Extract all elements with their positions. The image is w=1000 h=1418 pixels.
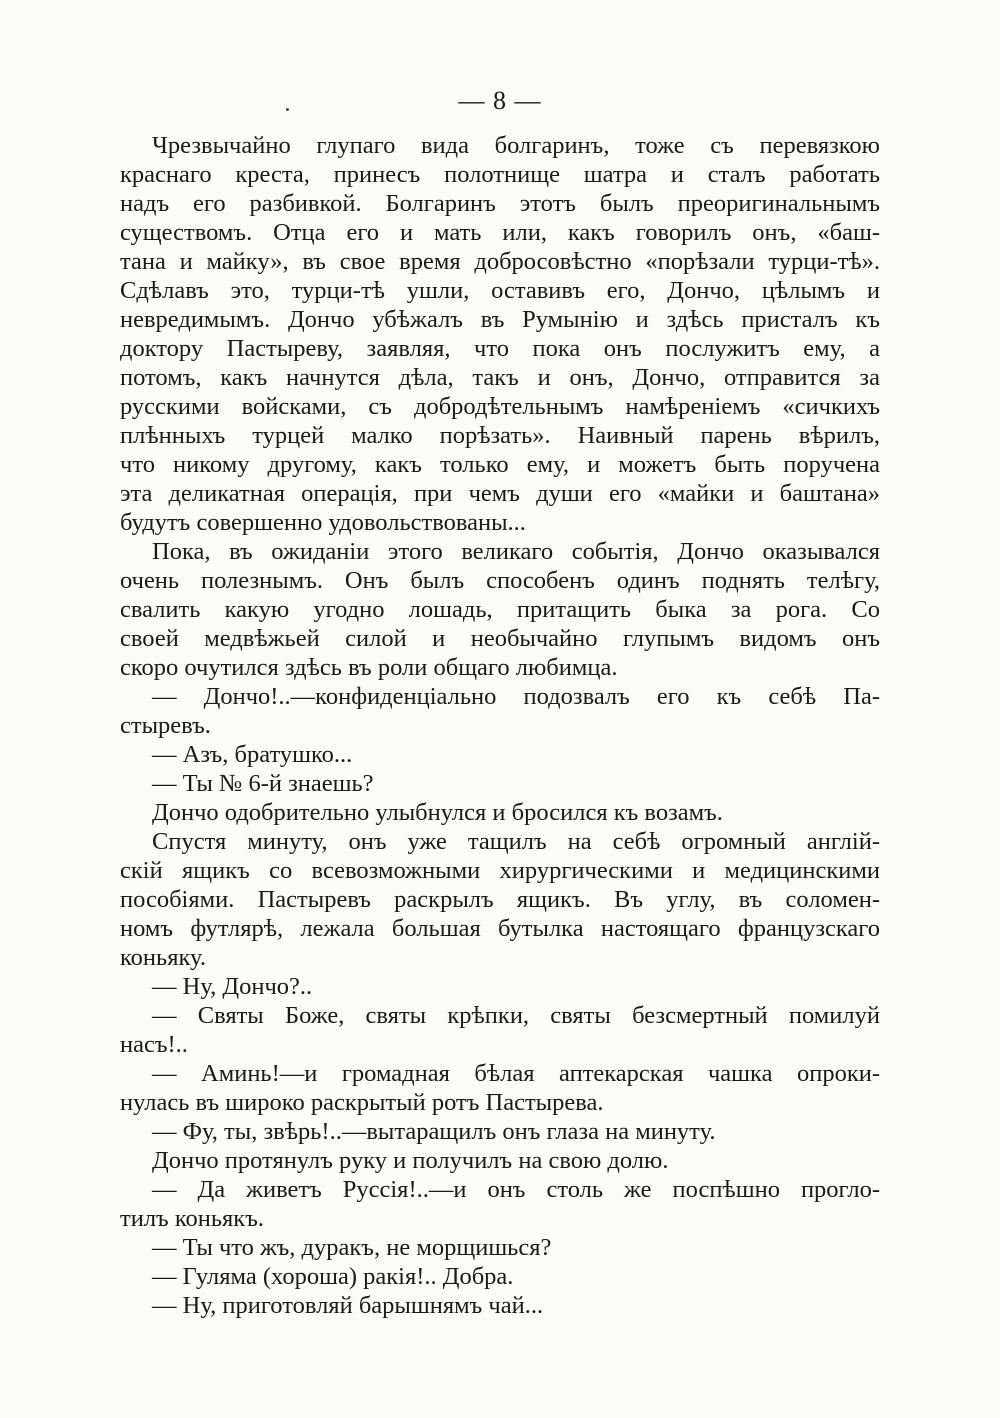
text-line: — Ну, приготовляй барышнямъ чай... [152,1292,544,1319]
text-line: — Ты что жъ, дуракъ, не морщишься? [152,1234,552,1261]
text-line: нулась въ широко раскрытый ротъ Пастырева. [120,1089,604,1116]
text-line: потомъ, какъ начнутся дѣла, такъ и онъ, Дончо, отправится за [120,364,880,391]
text-line: номъ футлярѣ, лежала большая бутылка настоящаго французскаго [120,915,880,942]
text-line: — Святы Боже, святы крѣпки, святы безсмертный помилуй [152,1002,880,1029]
text-line: краснаго креста, принесъ полотнище шатра и сталъ работать [120,161,880,188]
text-line: — Ну, Дончо?.. [152,973,313,1000]
text-line: надъ его разбивкой. Болгаринъ этотъ былъ преоригинальнымъ [120,190,880,217]
text-line: невредимымъ. Дончо убѣжалъ въ Румынію и здѣсь присталъ къ [120,306,880,333]
text-line: — Гуляма (хороша) ракія!.. Добра. [152,1263,514,1290]
text-line: тана и майку», въ свое время добросовѣстно «порѣзали турци-тѣ». [120,248,880,275]
page-number: — 8 — [458,86,542,115]
text-line: русскими войсками, съ добродѣтельнымъ намѣреніемъ «сичкихъ [120,393,880,420]
text-line: свалить какую угодно лошадь, притащить быка за рога. Со [120,596,880,623]
text-line: — Да живетъ Руссія!..—и онъ столь же поспѣшно прогло- [152,1176,880,1203]
text-line: стыревъ. [120,712,211,739]
text-line: будутъ совершенно удовольствованы... [120,509,526,536]
text-line: что никому другому, какъ только ему, и можетъ быть поручена [120,451,880,478]
text-line: — Ты № 6-й знаешь? [152,770,374,797]
text-line: эта деликатная операція, при чемъ души его «майки и баштана» [120,480,880,507]
text-line: скоро очутился здѣсь въ роли общаго любимца. [120,654,618,681]
text-line: Сдѣлавъ это, турци-тѣ ушли, оставивъ его, Дончо, цѣлымъ и [120,277,880,304]
print-speck [286,108,289,111]
text-line: пособіями. Пастыревъ раскрылъ ящикъ. Въ углу, въ соломен- [120,886,880,913]
text-line: насъ!.. [120,1031,188,1058]
text-line: Чрезвычайно глупаго вида болгаринъ, тоже съ перевязкою [152,132,880,159]
text-line: плѣнныхъ турцей малко порѣзать». Наивный парень вѣрилъ, [120,422,880,449]
text-line: Дончо протянулъ руку и получилъ на свою долю. [152,1147,669,1174]
text-line: тилъ коньякъ. [120,1205,264,1232]
text-line: коньяку. [120,944,206,971]
text-line: своей медвѣжьей силой и необычайно глупымъ видомъ онъ [120,625,880,652]
text-line: Спустя минуту, онъ уже тащилъ на себѣ огромный англій- [152,828,880,855]
text-line: — Дончо!..—конфиденціально подозвалъ его къ себѣ Па- [152,683,880,710]
text-line: очень полезнымъ. Онъ былъ способенъ одинъ поднять телѣгу, [120,567,880,594]
text-line: скій ящикъ со всевозможными хирургическими и медицинскими [120,857,880,884]
text-line: — Азъ, братушко... [152,741,353,768]
text-line: Пока, въ ожиданіи этого великаго событія, Дончо оказывался [152,538,880,565]
text-line: — Фу, ты, звѣрь!..—вытаращилъ онъ глаза на минуту. [152,1118,716,1145]
text-line: доктору Пастыреву, заявляя, что пока онъ послужитъ ему, а [120,335,880,362]
text-line: Дончо одобрительно улыбнулся и бросился къ возамъ. [152,799,723,826]
body-text [120,131,880,1320]
text-line: существомъ. Отца его и мать или, какъ говорилъ онъ, «баш- [120,219,880,246]
text-line: — Аминь!—и громадная бѣлая аптекарская чашка опроки- [152,1060,880,1087]
